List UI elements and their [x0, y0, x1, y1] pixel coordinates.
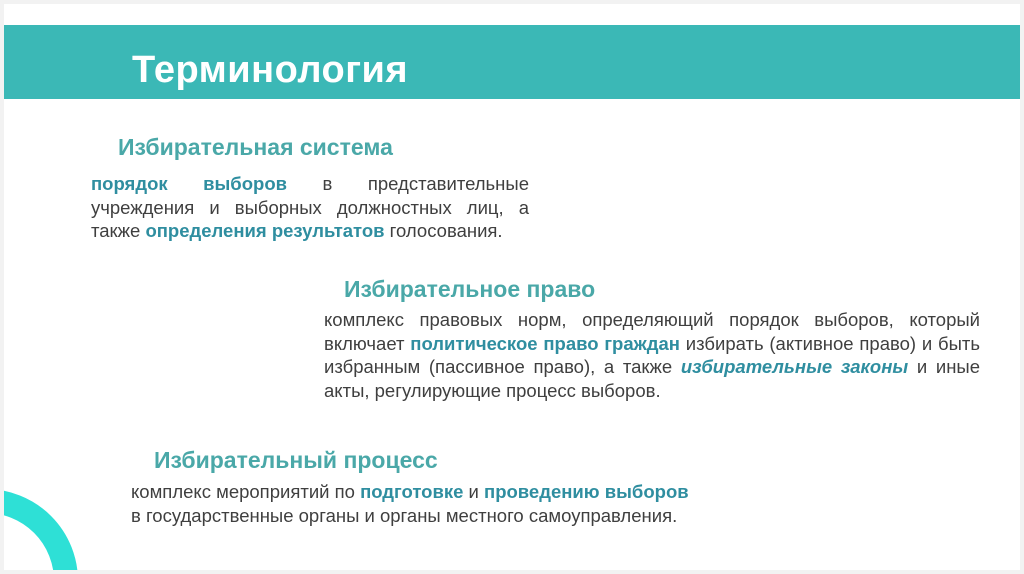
text-fragment: и иные акты, регулирующие процесс выборов. [324, 356, 981, 401]
text-fragment: и [463, 481, 485, 502]
text-fragment: комплекс правовых норм, определяющий порядок выборов, который включает [324, 309, 980, 354]
slide [4, 4, 1020, 570]
text-fragment: комплекс мероприятий по [131, 481, 361, 502]
highlight-term: определения результатов [145, 220, 385, 241]
text-fragment: голосования. [384, 220, 503, 241]
text-fragment: в государственные органы и органы местного самоуправления. [131, 504, 678, 526]
definition-electoral-process [131, 480, 851, 527]
heading-electoral-law: Избирательное право [344, 276, 596, 302]
title-bar [4, 25, 1020, 99]
highlight-term: порядок выборов [91, 173, 288, 194]
heading-electoral-process: Избирательный процесс [154, 447, 438, 473]
highlight-term: подготовке [360, 481, 464, 502]
highlight-term-italic: избирательные законы [680, 356, 909, 377]
slide-title: Терминология [132, 49, 409, 91]
highlight-term: проведению выборов [484, 481, 689, 502]
text-fragment: в представительные учреждения и выборных должностных лиц, а также [91, 173, 529, 241]
definition-electoral-law [324, 308, 980, 402]
definition-electoral-system [91, 172, 529, 243]
highlight-term: политическое право граждан [410, 332, 680, 354]
decorative-arc [4, 489, 78, 570]
text-fragment: избирать (активное право) и быть избранным (пассивное право), а также [324, 332, 981, 377]
heading-electoral-system: Избирательная система [118, 134, 393, 160]
